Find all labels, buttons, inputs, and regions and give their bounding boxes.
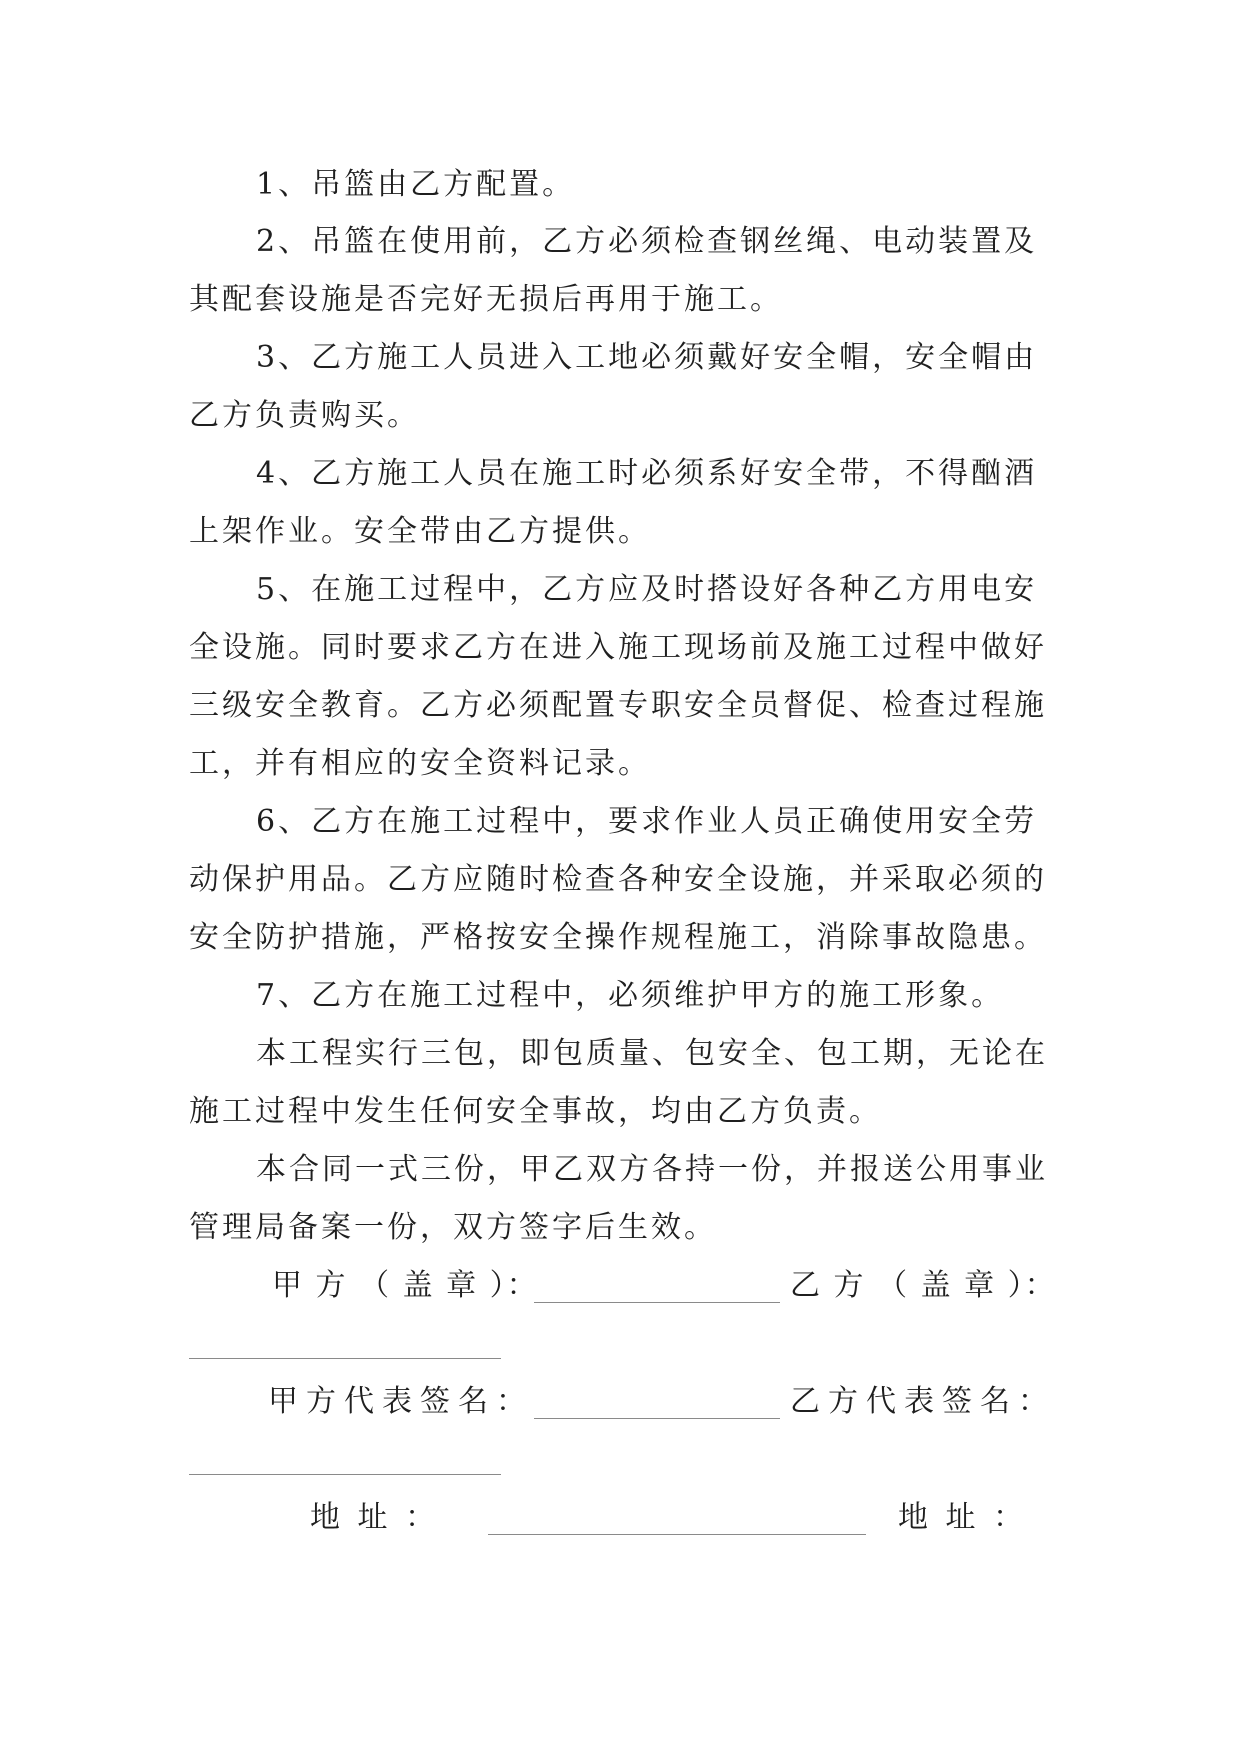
clause-4-line-1: 4、乙方施工人员在施工时必须系好安全带，不得酗酒 xyxy=(256,456,1038,491)
paragraph-three-guarantees-line-2: 施工过程中发生任何安全事故，均由乙方负责。 xyxy=(189,1094,882,1129)
address-a-label: 地 址 ： xyxy=(310,1500,440,1535)
address-a-line[interactable] xyxy=(488,1534,866,1535)
clause-2-line-2: 其配套设施是否完好无损后再用于施工。 xyxy=(189,282,783,317)
clause-5-line-2: 全设施。同时要求乙方在进入施工现场前及施工过程中做好 xyxy=(189,630,1047,665)
clause-5-line-4: 工，并有相应的安全资料记录。 xyxy=(189,746,651,781)
clause-6-line-3: 安全防护措施，严格按安全操作规程施工，消除事故隐患。 xyxy=(189,920,1047,955)
clause-2-line-1: 2、吊篮在使用前，乙方必须检查钢丝绳、电动装置及 xyxy=(256,224,1038,259)
paragraph-three-guarantees-line-1: 本工程实行三包，即包质量、包安全、包工期，无论在 xyxy=(256,1036,1048,1071)
clause-3-line-2: 乙方负责购买。 xyxy=(189,398,420,433)
address-b-label: 地 址 ： xyxy=(898,1500,1028,1535)
party-a-seal-label: 甲 方 （ 盖 章 ）： xyxy=(272,1268,539,1303)
clause-1: 1、吊篮由乙方配置。 xyxy=(256,167,576,202)
party-a-seal-line[interactable] xyxy=(534,1302,780,1303)
party-a-rep-line[interactable] xyxy=(534,1418,780,1419)
clause-7: 7、乙方在施工过程中，必须维护甲方的施工形象。 xyxy=(256,978,1005,1013)
party-b-rep-label: 乙方代表签名： xyxy=(790,1384,1056,1419)
party-b-seal-line[interactable] xyxy=(189,1358,501,1359)
clause-6-line-1: 6、乙方在施工过程中，要求作业人员正确使用安全劳 xyxy=(256,804,1038,839)
clause-5-line-3: 三级安全教育。乙方必须配置专职安全员督促、检查过程施 xyxy=(189,688,1047,723)
clause-6-line-2: 动保护用品。乙方应随时检查各种安全设施，并采取必须的 xyxy=(189,862,1047,897)
paragraph-copies-line-1: 本合同一式三份，甲乙双方各持一份，并报送公用事业 xyxy=(256,1152,1048,1187)
clause-5-line-1: 5、在施工过程中，乙方应及时搭设好各种乙方用电安 xyxy=(256,572,1038,607)
clause-4-line-2: 上架作业。安全带由乙方提供。 xyxy=(189,514,651,549)
party-a-rep-label: 甲方代表签名： xyxy=(268,1384,534,1419)
clause-3-line-1: 3、乙方施工人员进入工地必须戴好安全帽，安全帽由 xyxy=(256,340,1038,375)
party-b-rep-line[interactable] xyxy=(189,1474,501,1475)
party-b-seal-label: 乙 方 （ 盖 章 ）： xyxy=(790,1268,1057,1303)
paragraph-copies-line-2: 管理局备案一份，双方签字后生效。 xyxy=(189,1210,717,1245)
